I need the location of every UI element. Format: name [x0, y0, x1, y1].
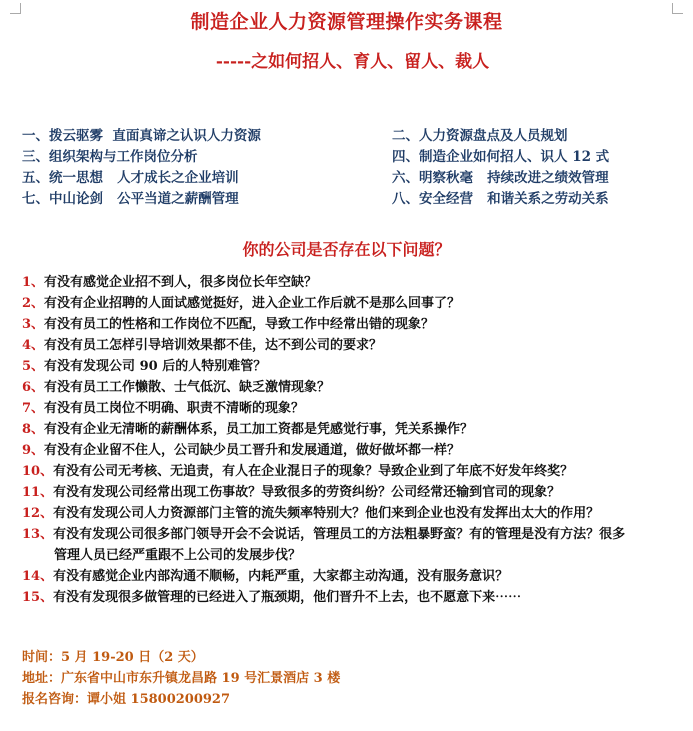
outline-item: 八、安全经营 和谐关系之劳动关系	[392, 191, 609, 207]
question-number: 1、	[22, 275, 45, 290]
question-text: 有没有发现公司经常出现工伤事故？导致很多的劳资纠纷？公司经常还输到官司的现象？	[53, 485, 561, 500]
question-number: 8、	[22, 422, 45, 437]
question-number: 11、	[22, 485, 54, 500]
question-number: 13、	[22, 527, 54, 542]
question-number: 12、	[22, 506, 54, 521]
question-item	[22, 293, 682, 314]
question-number: 9、	[22, 443, 45, 458]
question-number: 14、	[22, 569, 54, 584]
outline-row	[22, 147, 672, 168]
course-address: 地址：广东省中山市东升镇龙昌路 19 号汇景酒店 3 楼	[22, 671, 341, 686]
question-item	[22, 356, 682, 377]
question-item	[22, 587, 682, 608]
outline-item: 五、统一思想 人才成长之企业培训	[22, 170, 239, 186]
question-item	[22, 566, 682, 587]
question-number: 7、	[22, 401, 45, 416]
question-text: 有没有发现公司人力资源部门主管的流失频率特别大？他们来到企业也没有发挥出太大的作用？	[53, 506, 600, 521]
course-time: 时间：5 月 19-20 日（2 天）	[22, 650, 204, 665]
question-text: 有没有发现公司很多部门领导开会不会说话，管理员工的方法粗暴野蛮？有的管理是没有方法？很多	[53, 527, 626, 542]
course-subtitle: -----之如何招人、育人、留人、裁人	[215, 52, 490, 72]
question-text: 有没有企业招聘的人面试感觉挺好，进入企业工作后就不是那么回事了？	[44, 296, 461, 311]
question-item	[22, 272, 682, 293]
outline-row	[22, 189, 672, 210]
question-number: 4、	[22, 338, 45, 353]
question-item	[22, 503, 682, 524]
question-text: 有没有员工的性格和工作岗位不匹配，导致工作中经常出错的现象？	[44, 317, 435, 332]
question-text: 有没有感觉企业内部沟通不顺畅，内耗严重，大家都主动沟通，没有服务意识？	[53, 569, 509, 584]
outline-row	[22, 126, 672, 147]
question-item	[22, 461, 682, 482]
question-item	[22, 377, 682, 398]
question-text: 有没有员工岗位不明确、职责不清晰的现象？	[44, 401, 305, 416]
question-text: 有没有发现公司 90 后的人特别难管？	[44, 359, 267, 374]
outline-item: 一、拨云驱雾 直面真谛之认识人力资源	[22, 128, 261, 144]
question-item	[22, 335, 682, 356]
question-number: 6、	[22, 380, 45, 395]
question-number: 2、	[22, 296, 45, 311]
question-text: 有没有公司无考核、无追责，有人在企业混日子的现象？导致企业到了年底不好发年终奖？	[53, 464, 574, 479]
question-text: 有没有发现很多做管理的已经进入了瓶颈期，他们晋升不上去，也不愿意下来⋯⋯	[53, 590, 522, 605]
question-text: 有没有企业无清晰的薪酬体系，员工加工资都是凭感觉行事，凭关系操作？	[44, 422, 474, 437]
question-item	[22, 440, 682, 461]
questions-list	[22, 272, 682, 608]
course-info	[22, 647, 682, 710]
course-outline	[22, 126, 672, 210]
question-text: 有没有感觉企业招不到人，很多岗位长年空缺？	[44, 275, 318, 290]
question-item	[22, 419, 682, 440]
question-text: 有没有企业留不住人，公司缺少员工晋升和发展通道，做好做坏都一样？	[44, 443, 461, 458]
question-item	[22, 524, 682, 545]
outline-item: 二、人力资源盘点及人员规划	[392, 128, 568, 144]
outline-item: 六、明察秋毫 持续改进之绩效管理	[392, 170, 609, 186]
question-number: 15、	[22, 590, 54, 605]
question-item	[22, 398, 682, 419]
outline-item: 七、中山论剑 公平当道之薪酬管理	[22, 191, 239, 207]
question-number: 3、	[22, 317, 45, 332]
question-item	[22, 314, 682, 335]
question-text: 有没有员工工作懒散、士气低沉、缺乏激情现象？	[44, 380, 331, 395]
course-contact: 报名咨询：谭小姐 15800200927	[22, 692, 231, 707]
questions-heading: 你的公司是否存在以下问题？	[242, 240, 451, 259]
course-title: 制造企业人力资源管理操作实务课程	[190, 11, 503, 33]
question-continuation: 管理人员已经严重跟不上公司的发展步伐？	[54, 548, 302, 563]
question-number: 10、	[22, 464, 54, 479]
outline-item: 三、组织架构与工作岗位分析	[22, 149, 198, 165]
outline-item: 四、制造企业如何招人、识人 12 式	[392, 149, 610, 165]
question-text: 有没有员工怎样引导培训效果都不佳，达不到公司的要求？	[44, 338, 383, 353]
question-number: 5、	[22, 359, 45, 374]
outline-row	[22, 168, 672, 189]
question-item	[22, 482, 682, 503]
